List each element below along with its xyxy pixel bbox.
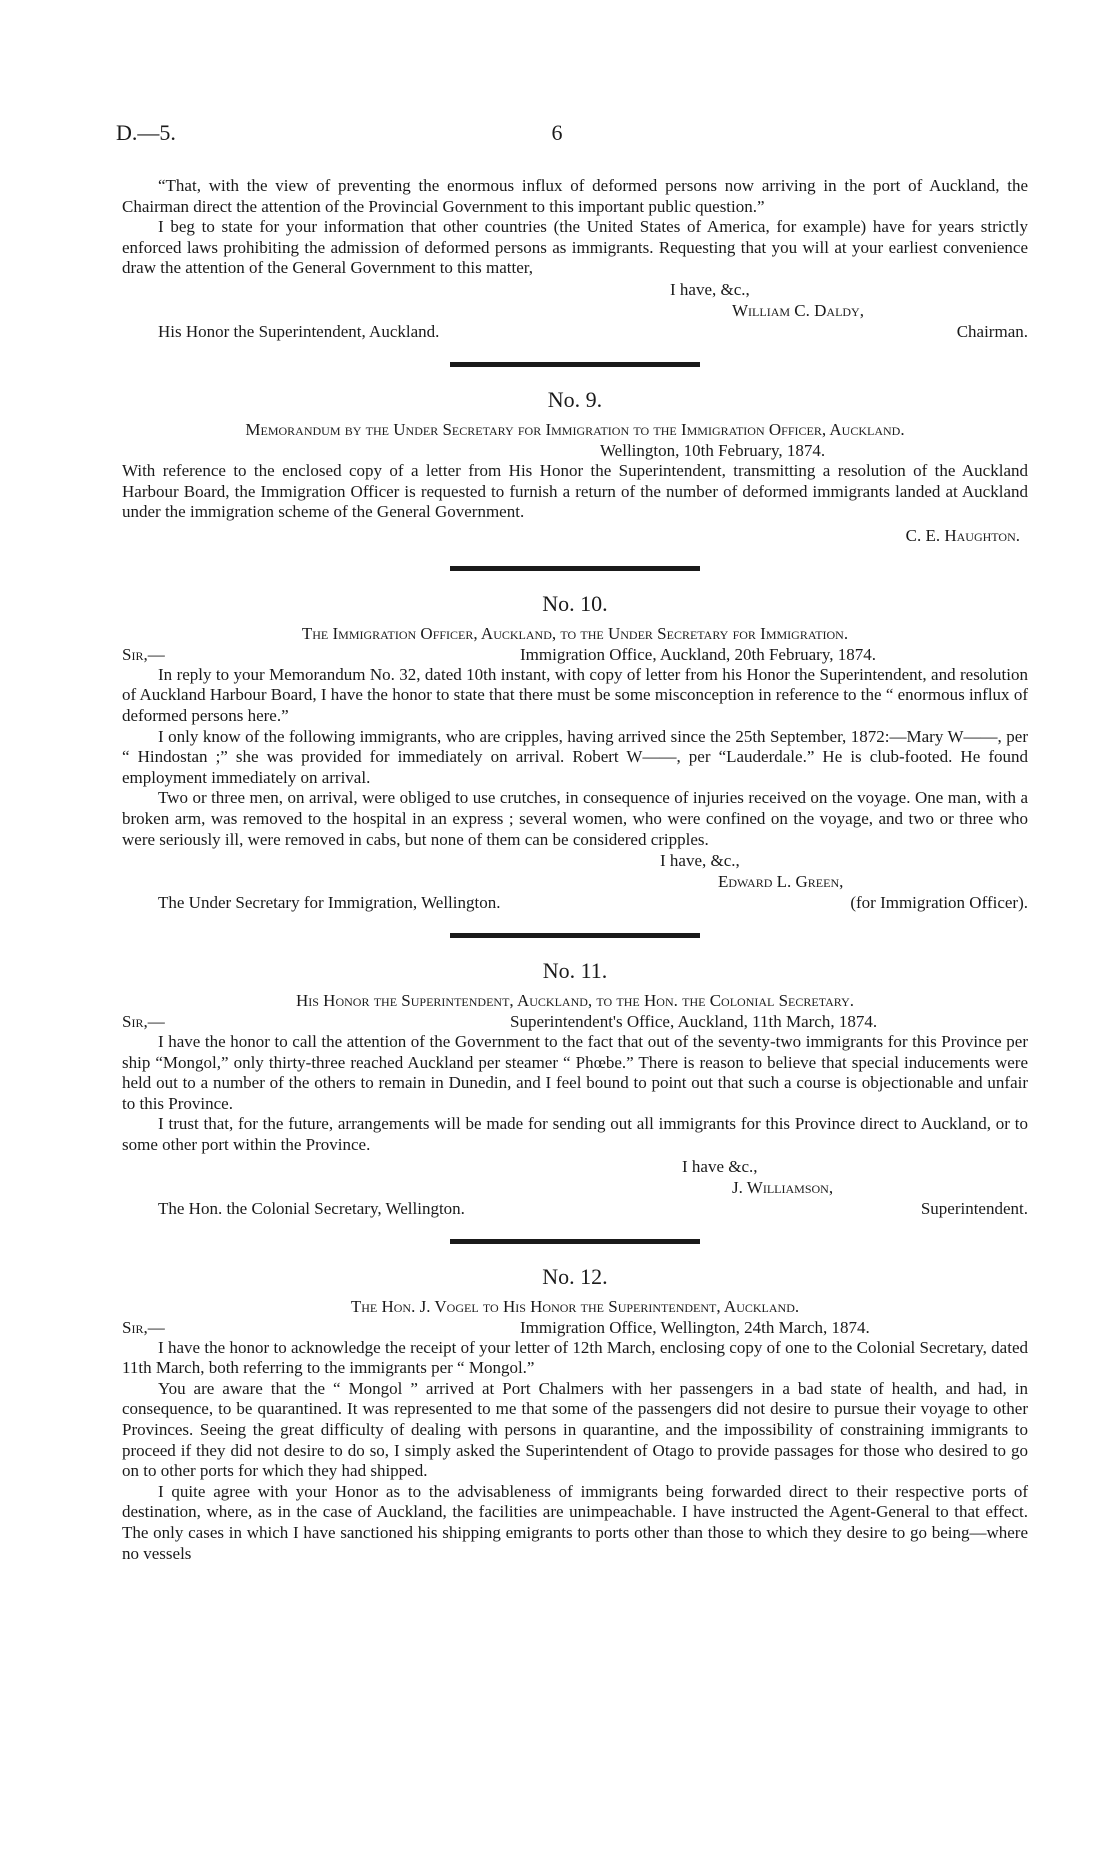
signature: C. E. Haughton. (905, 525, 1020, 545)
signature-row (122, 525, 1028, 546)
addressee-row (122, 892, 1028, 913)
letter-paragraph: I have the honor to acknowledge the receipt of your letter of 12th March, enclosing copy of one to the Colonial Secretary, dated 11th March, both referring to the immigrants per “ Mongol.” (122, 1337, 1028, 1378)
salutation-dateline-row (122, 1317, 1028, 1338)
section-divider (450, 566, 700, 571)
dateline-row (122, 440, 1028, 461)
salutation-dateline-row (122, 644, 1028, 665)
signature-row (122, 1177, 1028, 1198)
intro-paragraph: I beg to state for your information that other countries (the United States of America, for example) have for years strictly enforced laws prohibiting the admission of deformed persons as immigrants. Requesting that you will at your earliest convenience draw the attention of the General Government to this matter, (122, 217, 1028, 278)
document-no-10 (122, 591, 1028, 913)
closing-row (122, 279, 1028, 300)
addressee-row (122, 1198, 1028, 1219)
closing: I have &c., (682, 1156, 758, 1176)
document-heading: Memorandum by the Under Secretary for Immigration to the Immigration Officer, Auckland. (245, 419, 905, 439)
closing: I have, &c., (670, 279, 750, 299)
dateline: Wellington, 10th February, 1874. (600, 440, 826, 460)
document-body (122, 176, 1028, 1564)
signature-row (122, 300, 1028, 321)
letter-paragraph: I trust that, for the future, arrangements will be made for sending out all immigrants for this Province direct to Auckland, or to some other port within the Province. (122, 1114, 1028, 1155)
closing: I have, &c., (660, 851, 740, 871)
letter-paragraph: You are aware that the “ Mongol ” arrived at Port Chalmers with her passengers in a bad state of health, and had, in consequence, to be quarantined. It was represented to me that some of the passengers did not desire to pursue their voyage to other Provinces. Seeing the great difficulty of dealing with persons in quarantine, and the impossibility of constraining immigrants to proceed if they did not desire to do so, I simply asked the Superintendent of Otago to provide passages for those who desired to go on to other ports for which they had shipped. (122, 1378, 1028, 1481)
document-number: No. 12. (542, 1263, 608, 1289)
section-divider (450, 933, 700, 938)
letter-paragraph: I only know of the following immigrants, who are cripples, having arrived since the 25th September, 1872:—Mary W——, per “ Hindostan ;” she was provided for immediately on arrival. Robert W——, per “Lauderdale.” He is club-footed. He found employment immediately on arrival. (122, 726, 1028, 787)
letter-paragraph: I quite agree with your Honor as to the advisableness of immigrants being forwarded direct to their respective ports of destination, where, as in the case of Auckland, the facilities are unimpeachable. I have instructed the Agent-General to that effect. The only cases in which I have sanctioned his shipping emigrants to ports other than those to which they desire to go being—where no vessels (122, 1481, 1028, 1563)
document-number: No. 11. (542, 958, 608, 984)
section-divider (450, 1239, 700, 1244)
signatory-title: Chairman. (956, 321, 1028, 341)
addressee: The Hon. the Colonial Secretary, Wellington. (158, 1198, 465, 1218)
document-heading: His Honor the Superintendent, Auckland, to the Hon. the Colonial Secretary. (295, 991, 855, 1011)
dateline: Immigration Office, Auckland, 20th February, 1874. (520, 644, 876, 664)
salutation: Sir,— (122, 644, 165, 664)
addressee: His Honor the Superintendent, Auckland. (158, 321, 440, 341)
letter-paragraph: In reply to your Memorandum No. 32, dated 10th instant, with copy of letter from his Honor the Superintendent, and resolution of Auckland Harbour Board, I have the honor to state that there must be some misconception in reference to the “ enormous influx of deformed persons here.” (122, 664, 1028, 725)
memo-body: With reference to the enclosed copy of a letter from His Honor the Superintendent, transmitting a resolution of the Auckland Harbour Board, the Immigration Officer is requested to furnish a return of the number of deformed immigrants landed at Auckland under the immigration scheme of the General Government. (122, 460, 1028, 522)
page-header (116, 120, 998, 152)
closing-row (122, 1156, 1028, 1177)
document-heading: The Immigration Officer, Auckland, to the Under Secretary for Immigration. (301, 623, 849, 643)
document-number: No. 9. (547, 386, 603, 412)
letter-paragraph: Two or three men, on arrival, were obliged to use crutches, in consequence of injuries received on the voyage. One man, with a broken arm, was removed to the hospital in an express ; several women, who were confined on the voyage, and two or three who were seriously ill, were removed in cabs, but none of them can be considered cripples. (122, 788, 1028, 849)
addressee: The Under Secretary for Immigration, Wellington. (158, 893, 501, 913)
document-heading: The Hon. J. Vogel to His Honor the Superintendent, Auckland. (350, 1296, 800, 1316)
signature-row (122, 871, 1028, 892)
intro-letter (122, 176, 1028, 342)
signature: J. Williamson, (732, 1177, 834, 1197)
addressee-row (122, 321, 1028, 342)
document-number: No. 10. (542, 590, 608, 616)
salutation: Sir,— (122, 1012, 165, 1032)
document-no-12 (122, 1264, 1028, 1565)
document-no-11 (122, 958, 1028, 1219)
signatory-title: (for Immigration Officer). (850, 893, 1028, 913)
resolution-quote: “That, with the view of preventing the enormous influx of deformed persons now arriving in the port of Auckland, the Chairman direct the attention of the Provincial Government to this important public question.” (122, 176, 1028, 216)
document-no-9 (122, 387, 1028, 546)
signature: Edward L. Green, (718, 872, 844, 892)
section-divider (450, 362, 700, 367)
dateline: Immigration Office, Wellington, 24th March, 1874. (520, 1317, 870, 1337)
section-code: D.—5. (116, 120, 176, 145)
dateline: Superintendent's Office, Auckland, 11th March, 1874. (510, 1012, 878, 1032)
signatory-title: Superintendent. (920, 1198, 1028, 1218)
letter-paragraph: I have the honor to call the attention of the Government to the fact that out of the seventy-two immigrants for this Province per ship “Mongol,” only thirty-three reached Auckland per steamer “ Phœbe.” There is reason to believe that special inducements were held out to a number of the others to remain in Dunedin, and I feel bound to point out that such a course is objectionable and unfair to this Province. (122, 1032, 1028, 1113)
closing-row (122, 850, 1028, 871)
signature: William C. Daldy, (732, 300, 864, 320)
salutation: Sir,— (122, 1317, 165, 1337)
salutation-dateline-row (122, 1011, 1028, 1032)
page-number: 6 (551, 120, 563, 145)
